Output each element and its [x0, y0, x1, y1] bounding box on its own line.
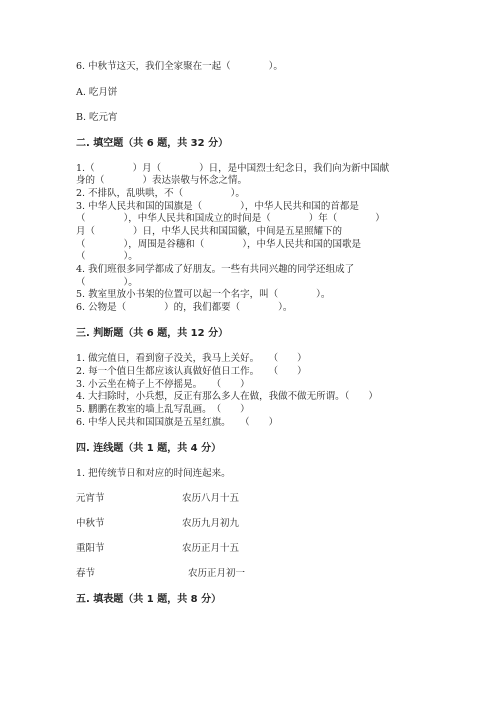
fill-blank-line: 3. 中华人民共和国的国旗是（ ），中华人民共和国的首都是	[76, 201, 359, 212]
festival-label: 中秋节	[76, 518, 105, 529]
fill-blank-line: 4. 我们班很多同学都成了好朋友。一些有共同兴趣的同学还组成了	[76, 264, 355, 275]
judgement-line: 5. 鹏鹏在教室的墙上乱写乱画。 （ ）	[76, 404, 250, 415]
date-label: 农历正月十五	[182, 543, 240, 554]
option-b: B. 吃元宵	[76, 112, 118, 123]
matching-instruction: 1. 把传统节日和对应的时间连起来。	[76, 468, 231, 479]
fill-blank-line: 月（ ）日，中华人民共和国国徽，中间是五星照耀下的	[76, 226, 343, 237]
judgement-line: 1. 做完值日，看到窗子没关，我马上关好。 （ ）	[76, 353, 307, 364]
fill-blank-line: （ ），中华人民共和国成立的时间是（ ）年（ ）	[76, 213, 385, 224]
fill-blank-line: 5. 教室里放小书架的位置可以起一个名字，叫（ ）。	[76, 289, 331, 300]
option-a: A. 吃月饼	[76, 87, 118, 98]
fill-blank-line: （ ），周围是谷穗和（ ），中华人民共和国的国歌是	[76, 239, 362, 250]
fill-blank-line: 2. 不排队，乱哄哄，不（ ）。	[76, 188, 245, 199]
judgement-line: 2. 每一个值日生都应该认真做好值日工作。 （ ）	[76, 366, 307, 377]
section-heading-matching: 四. 连线题（共 1 题，共 4 分）	[76, 443, 222, 454]
fill-blank-line: 1.（ ）月（ ）日，是中国烈士纪念日，我们向为新中国献	[76, 163, 390, 174]
fill-blank-line: 6. 公物是（ ）的，我们都要（ ）。	[76, 302, 293, 313]
section-heading-fill-blank: 二. 填空题（共 6 题，共 32 分）	[76, 138, 229, 149]
festival-label: 重阳节	[76, 543, 105, 554]
judgement-line: 6. 中华人民共和国国旗是五星红旗。 （ ）	[76, 417, 279, 428]
section-heading-judgement: 三. 判断题（共 6 题，共 12 分）	[76, 328, 229, 339]
judgement-line: 3. 小云坐在椅子上不停摇晃。 （ ）	[76, 379, 250, 390]
fill-blank-line: （ ）。	[76, 251, 138, 262]
date-label: 农历八月十五	[182, 493, 240, 504]
date-label: 农历正月初一	[188, 568, 246, 579]
question-text: 6. 中秋节这天，我们全家聚在一起（ ）。	[76, 61, 283, 72]
section-heading-table: 五. 填表题（共 1 题，共 8 分）	[76, 594, 222, 605]
judgement-line: 4. 大扫除时，小兵想，反正有那么多人在做，我做不做无所谓。（ ）	[76, 391, 378, 402]
fill-blank-line: （ ）。	[76, 277, 138, 288]
date-label: 农历九月初九	[182, 518, 240, 529]
fill-blank-line: 身的（ ）表达崇敬与怀念之情。	[76, 175, 248, 186]
festival-label: 元宵节	[76, 493, 105, 504]
festival-label: 春节	[76, 568, 96, 579]
